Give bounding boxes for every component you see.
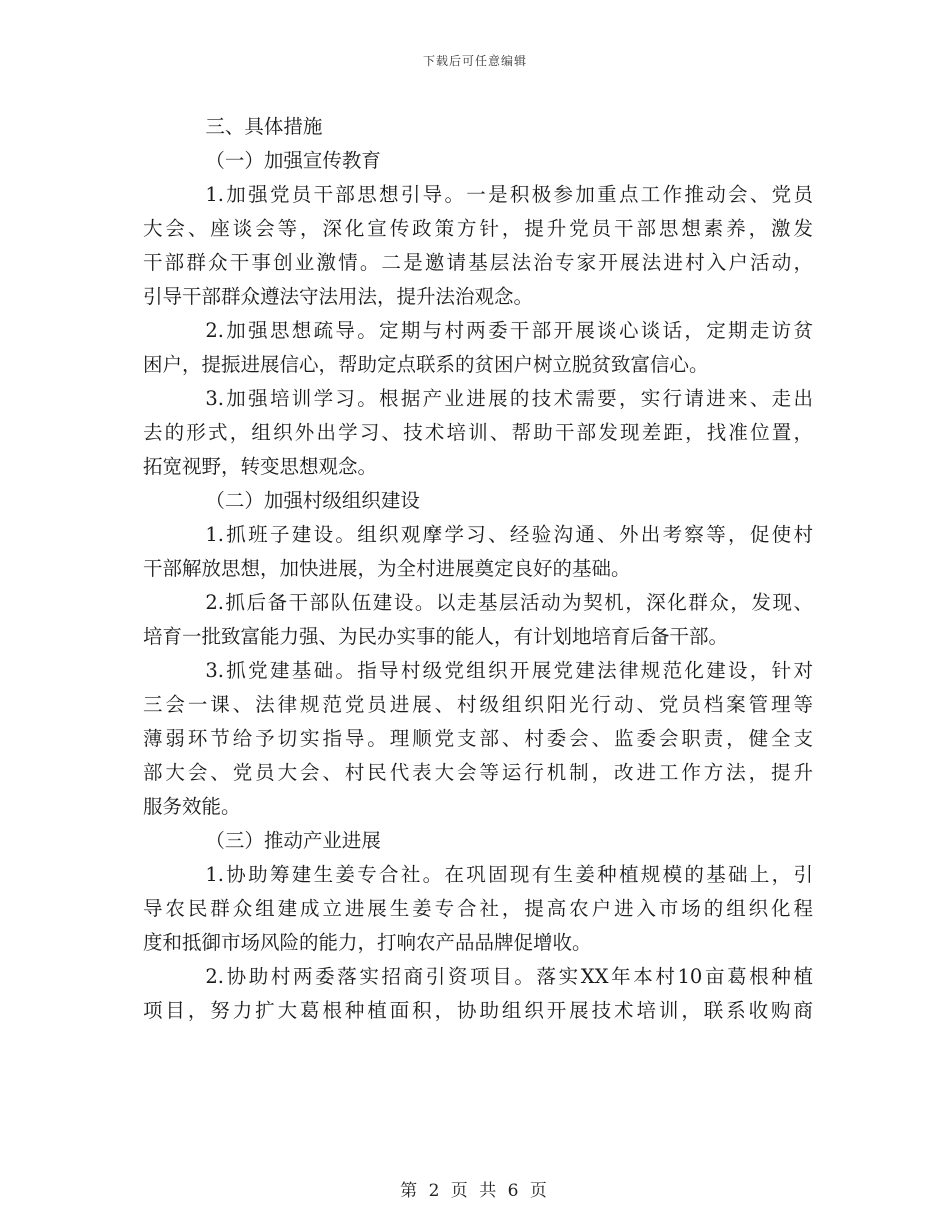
text-line: 引导干部群众遵法守法用法，提升法治观念。 [143, 285, 534, 308]
text-line: 导农民群众组建成立进展生姜专合社，提高农户进入市场的组织化程 [143, 897, 813, 920]
text-line: 2.协助村两委落实招商引资项目。落实XX年本村10亩葛根种植 [205, 965, 813, 988]
text-line: 三、具体措施 [205, 115, 323, 138]
page-footer: 第 2 页 共 6 页 [400, 1181, 550, 1201]
text-line: 薄弱环节给予切实指导。理顺党支部、村委会、监委会职责，健全支 [143, 727, 813, 750]
text-line: 去的形式，组织外出学习、技术培训、帮助干部发现差距，找准位置， [143, 421, 813, 444]
text-line: 干部群众干事创业激情。二是邀请基层法治专家开展法进村入户活动， [143, 251, 813, 274]
document-body [143, 110, 813, 1028]
text-line: 项目，努力扩大葛根种植面积，协助组织开展技术培训，联系收购商 [143, 999, 813, 1022]
text-line: （二）加强村级组织建设 [205, 489, 420, 512]
text-line: 1.协助筹建生姜专合社。在巩固现有生姜种植规模的基础上，引 [205, 863, 813, 886]
text-line: 干部解放思想，加快进展，为全村进展奠定良好的基础。 [143, 557, 631, 580]
text-line: 培育一批致富能力强、为民办实事的能人，有计划地培育后备干部。 [143, 625, 729, 648]
text-line: 1.加强党员干部思想引导。一是积极参加重点工作推动会、党员 [205, 183, 813, 206]
text-line: （三）推动产业进展 [205, 829, 381, 852]
text-line: 3.抓党建基础。指导村级党组织开展党建法律规范化建设，针对 [205, 659, 813, 682]
text-line: 1.抓班子建设。组织观摩学习、经验沟通、外出考察等，促使村 [205, 523, 813, 546]
text-line: （一）加强宣传教育 [205, 149, 381, 172]
text-line: 三会一课、法律规范党员进展、村级组织阳光行动、党员档案管理等 [143, 693, 813, 716]
text-line: 困户，提振进展信心，帮助定点联系的贫困户树立脱贫致富信心。 [143, 353, 709, 376]
text-line: 2.加强思想疏导。定期与村两委干部开展谈心谈话，定期走访贫 [205, 319, 813, 342]
text-line: 3.加强培训学习。根据产业进展的技术需要，实行请进来、走出 [205, 387, 813, 410]
page-header: 下载后可任意编辑 [422, 54, 527, 68]
text-line: 服务效能。 [143, 795, 241, 818]
text-line: 2.抓后备干部队伍建设。以走基层活动为契机，深化群众，发现、 [205, 591, 813, 614]
text-line: 大会、座谈会等，深化宣传政策方针，提升党员干部思想素养，激发 [143, 217, 813, 240]
text-line: 度和抵御市场风险的能力，打响农产品品牌促增收。 [143, 931, 592, 954]
text-line: 部大会、党员大会、村民代表大会等运行机制，改进工作方法，提升 [143, 761, 813, 784]
text-line: 拓宽视野，转变思想观念。 [143, 455, 378, 478]
